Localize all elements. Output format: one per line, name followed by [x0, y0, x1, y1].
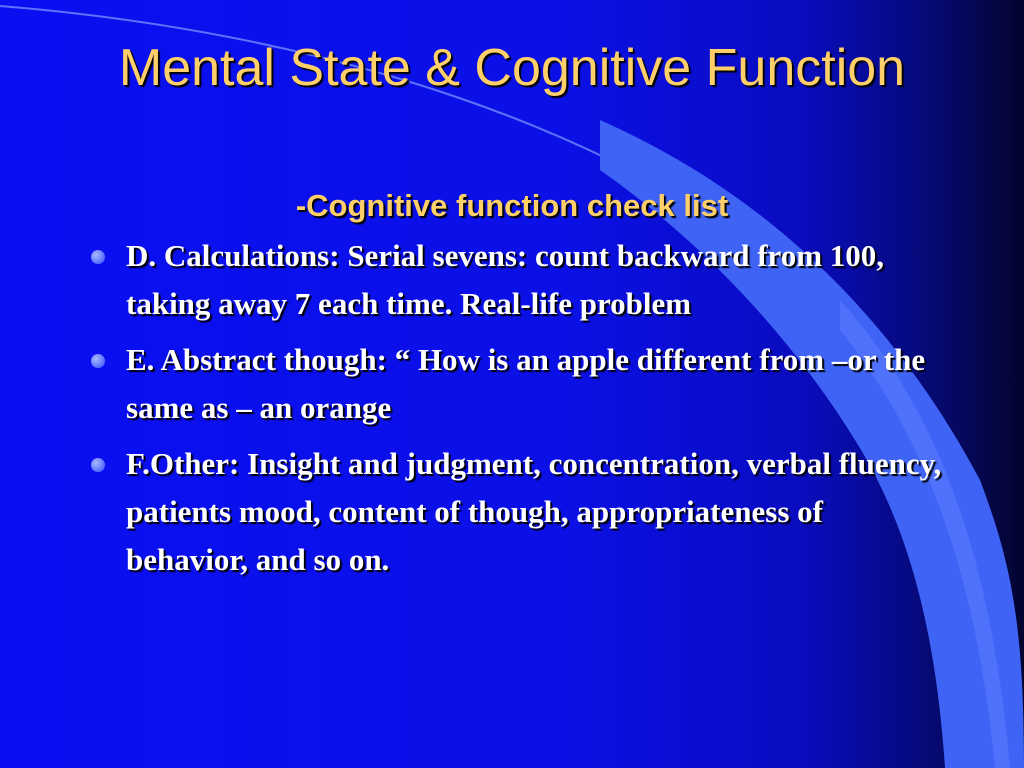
- bullet-dot-icon: [91, 250, 105, 264]
- bullet-item-other: [88, 440, 948, 584]
- bullet-list: [88, 232, 948, 592]
- slide-title: Mental State & Cognitive Function: [118, 39, 906, 97]
- bullet-text: F.Other: Insight and judgment, concentration, verbal fluency, patients mood, content of though, appropriateness of behavior, and so on.: [126, 446, 942, 577]
- bullet-item-calculations: [88, 232, 948, 328]
- bullet-text: E. Abstract though: “ How is an apple different from –or the same as – an orange: [126, 342, 926, 425]
- bullet-text: D. Calculations: Serial sevens: count backward from 100, taking away 7 each time. Real-life problem: [126, 238, 885, 321]
- bullet-item-abstract-thought: [88, 336, 948, 432]
- bullet-dot-icon: [91, 458, 105, 472]
- slide-subtitle: -Cognitive function check list: [295, 188, 729, 223]
- bullet-dot-icon: [91, 354, 105, 368]
